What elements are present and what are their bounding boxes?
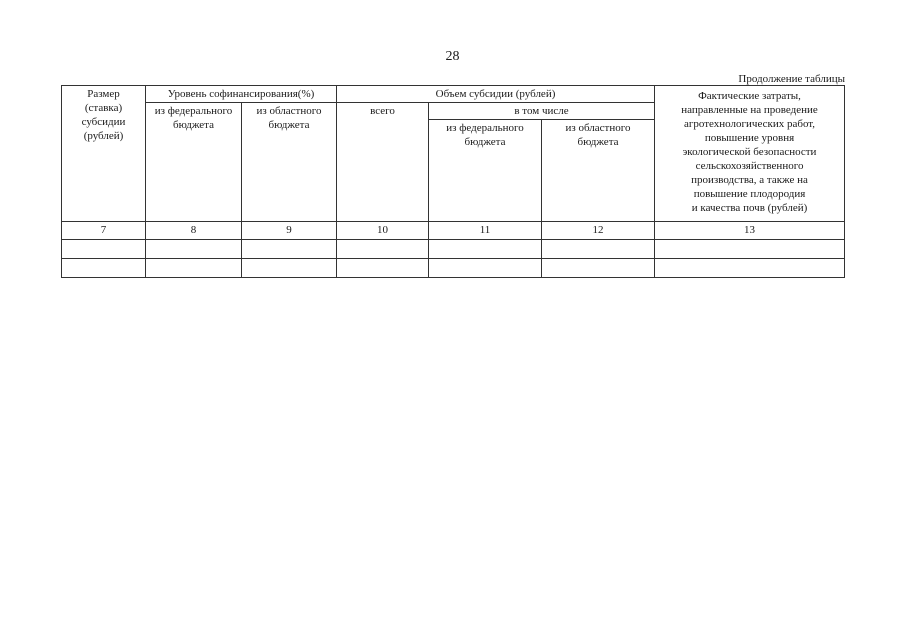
header-volume-including: в том числе <box>429 103 655 120</box>
header-volume-regional: из областного бюджета <box>542 120 655 222</box>
column-number: 13 <box>655 222 845 240</box>
table-cell <box>242 240 337 259</box>
column-number: 9 <box>242 222 337 240</box>
table-cell <box>146 240 242 259</box>
continuation-label: Продолжение таблицы <box>738 73 845 85</box>
table-cell <box>337 240 429 259</box>
page-number: 28 <box>445 49 460 64</box>
column-number: 11 <box>429 222 542 240</box>
header-volume-total: всего <box>337 103 429 222</box>
column-number: 12 <box>542 222 655 240</box>
table-cell <box>242 259 337 278</box>
table-cell <box>655 240 845 259</box>
table-cell <box>429 259 542 278</box>
column-number: 8 <box>146 222 242 240</box>
header-subsidy-volume: Объем субсидии (рублей) <box>337 86 655 103</box>
column-number: 7 <box>62 222 146 240</box>
table-cell <box>62 240 146 259</box>
table-cell <box>337 259 429 278</box>
column-number: 10 <box>337 222 429 240</box>
table-row <box>62 240 845 259</box>
table-row <box>62 259 845 278</box>
table-cell <box>62 259 146 278</box>
column-number-row <box>62 222 845 240</box>
header-cofin-regional: из областного бюджета <box>242 103 337 222</box>
header-subsidy-rate: Размер (ставка) субсидии (рублей) <box>62 86 146 222</box>
header-cofinancing-level: Уровень софинансирования(%) <box>146 86 337 103</box>
subsidy-table <box>61 85 845 278</box>
header-cofin-federal: из федерального бюджета <box>146 103 242 222</box>
table-cell <box>542 259 655 278</box>
header-actual-costs: Фактические затраты, направленные на проведение агротехнологических работ, повышение уровня экологической безопасности сельскохозяйственного производства, а также на повышение плодородия и качества почв (рублей) <box>655 86 845 222</box>
table-cell <box>429 240 542 259</box>
table-cell <box>146 259 242 278</box>
table-cell <box>655 259 845 278</box>
table-cell <box>542 240 655 259</box>
header-volume-federal: из федерального бюджета <box>429 120 542 222</box>
